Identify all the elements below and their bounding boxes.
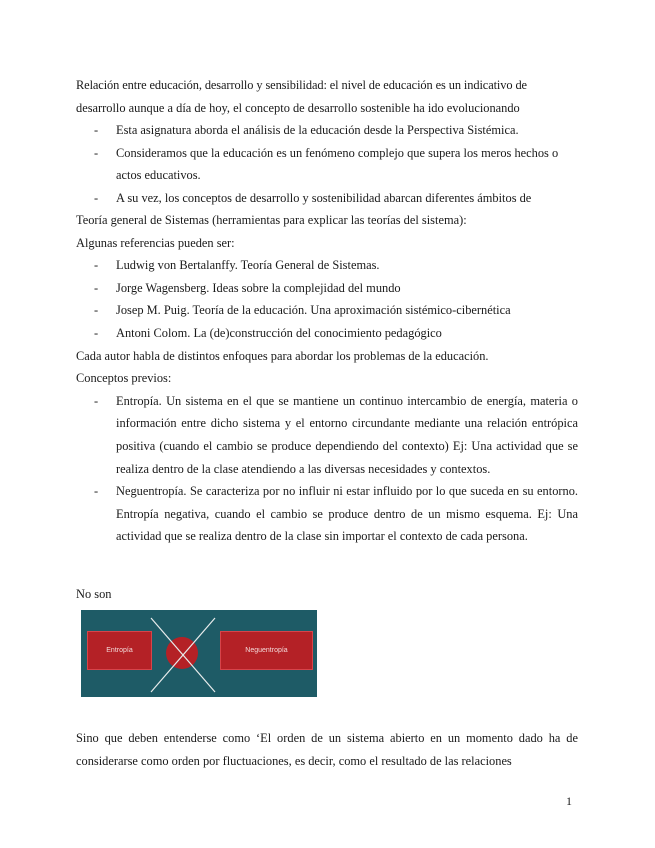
autor-line: Cada autor habla de distintos enfoques para abordar los problemas de la educación. (76, 348, 489, 363)
list-item: - A su vez, los conceptos de desarrollo y sostenibilidad abarcan diferentes ámbitos de (76, 187, 578, 210)
page-number: 1 (566, 794, 572, 808)
referencias-line: Algunas referencias pueden ser: (76, 235, 235, 250)
list-item: - Ludwig von Bertalanffy. Teoría General de Sistemas. (76, 254, 578, 277)
intro-line: Relación entre educación, desarrollo y sensibilidad: el nivel de educación es un indicativo de (76, 78, 527, 92)
neguentropia-box: Neguentropía (220, 631, 313, 670)
closing-paragraph: Sino que deben entenderse como ‘El orden de un sistema abierto en un momento dado ha de considerarse como orden por fluctuaciones, es decir, como el resultado de las relaciones (76, 731, 578, 768)
bullet-list-1 (76, 119, 578, 209)
intro-paragraph (76, 74, 578, 119)
no-son-label: No son (76, 587, 112, 601)
list-item: - Josep M. Puig. Teoría de la educación. Una aproximación sistémico-cibernética (76, 299, 578, 322)
list-item: - Entropía. Un sistema en el que se mantiene un continuo intercambio de energía, materia o información entre dicho sistema y el entorno circundante mediante una relación entrópica positiva (cuando el cambio se produce dependiendo del contexto) Ej: Una actividad que se realiza dentro de la clase atendiendo a las diversas necesidades y contextos. (76, 390, 578, 480)
references-section (76, 209, 578, 548)
list-item: - Esta asignatura aborda el análisis de la educación desde la Perspectiva Sistémica. (76, 119, 578, 142)
list-item: - Antoni Colom. La (de)construcción del conocimiento pedagógico (76, 322, 578, 345)
entropia-box: Entropía (87, 631, 152, 670)
list-item: - Jorge Wagensberg. Ideas sobre la complejidad del mundo (76, 277, 578, 300)
list-item: - Neguentropía. Se caracteriza por no influir ni estar influido por lo que suceda en su entorno. Entropía negativa, cuando el cambio se produce dentro de un mismo esquema. Ej: Una actividad que se realiza dentro de la clase sin importar el contexto de cada persona. (76, 480, 578, 548)
intro-line: desarrollo aunque a día de hoy, el concepto de desarrollo sostenible ha ido evolucionando (76, 100, 520, 115)
crossed-out-figure (81, 610, 317, 697)
list-item: - Consideramos que la educación es un fenómeno complejo que supera los meros hechos o actos educativos. (76, 142, 578, 187)
conceptos-line: Conceptos previos: (76, 371, 172, 386)
teoria-line: Teoría general de Sistemas (herramientas para explicar las teorías del sistema): (76, 213, 467, 227)
